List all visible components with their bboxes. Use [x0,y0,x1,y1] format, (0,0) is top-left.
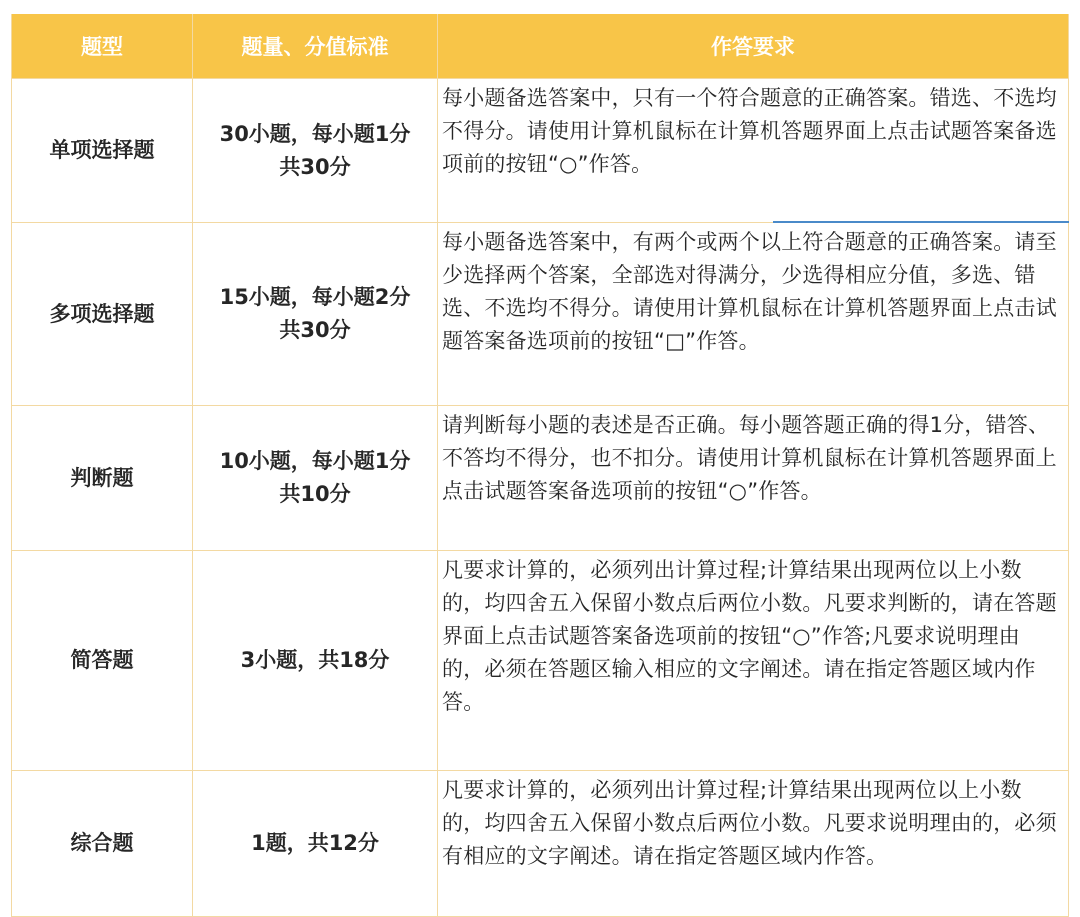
score-cell [193,406,438,551]
score-cell [193,79,438,223]
score-total: 共10分 [279,482,351,506]
exam-format-table [11,14,1069,917]
requirements-cell: 凡要求计算的，必须列出计算过程;计算结果出现两位以上小数的，均四舍五入保留小数点后两位小数。凡要求判断的，请在答题界面上点击试题答案备选项前的按钮“○”作答;凡要求说明理由的，必须在答题区输入相应的文字阐述。请在指定答题区域内作答。 [438,551,1069,771]
exam-format-table-container [11,14,1068,917]
requirements-cell [438,79,1069,223]
score-total: 共30分 [279,318,351,342]
score-cell [193,223,438,406]
header-question-type: 题型 [12,14,193,79]
table-row [12,223,1069,406]
score-line: 30小题，每小题1分 [219,121,411,146]
question-type-cell: 综合题 [12,771,193,917]
score-total: 共30分 [279,154,351,179]
header-answer-requirements: 作答要求 [438,14,1069,79]
requirements-text: 每小题备选答案中，只有一个符合题意的正确答案。错选、不选均不得分。请使用计算机鼠标在计算机答题界面上点击试题答案备选项前的按钮“○”作答。 [442,86,1057,176]
table-row [12,79,1069,223]
requirements-cell: 每小题备选答案中，有两个或两个以上符合题意的正确答案。请至少选择两个答案，全部选对得满分，少选得相应分值，多选、错选、不选均不得分。请使用计算机鼠标在计算机答题界面上点击试题答案备选项前的按钮“□”作答。 [438,223,1069,406]
question-type-cell: 简答题 [12,551,193,771]
score-line: 10小题，每小题1分 [219,449,411,473]
table-row [12,406,1069,551]
table-row [12,771,1069,917]
requirements-cell: 凡要求计算的，必须列出计算过程;计算结果出现两位以上小数的，均四舍五入保留小数点后两位小数。凡要求说明理由的，必须有相应的文字阐述。请在指定答题区域内作答。 [438,771,1069,917]
table-row [12,551,1069,771]
table-header-row [12,14,1069,79]
header-quantity-score: 题量、分值标准 [193,14,438,79]
score-line: 15小题，每小题2分 [219,285,411,309]
accent-underline [773,221,1069,223]
requirements-cell: 请判断每小题的表述是否正确。每小题答题正确的得1分，错答、不答均不得分，也不扣分。请使用计算机鼠标在计算机答题界面上点击试题答案备选项前的按钮“○”作答。 [438,406,1069,551]
question-type-cell: 判断题 [12,406,193,551]
question-type-cell: 单项选择题 [12,79,193,223]
question-type-cell: 多项选择题 [12,223,193,406]
score-cell: 3小题，共18分 [193,551,438,771]
score-cell: 1题，共12分 [193,771,438,917]
